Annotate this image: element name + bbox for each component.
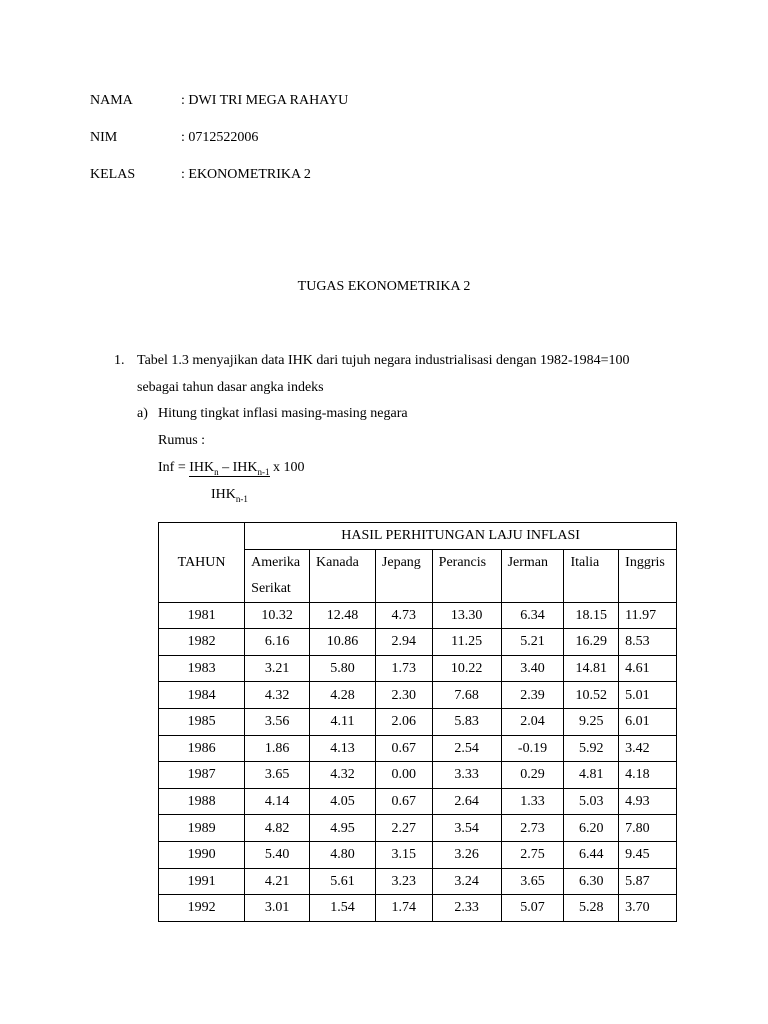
table-row bbox=[159, 602, 677, 629]
question-line-1: Tabel 1.3 menyajikan data IHK dari tujuh negara industrialisasi dengan 1982-1984=100 bbox=[137, 353, 630, 368]
value-cell: 0.29 bbox=[501, 762, 564, 789]
table-row bbox=[159, 682, 677, 709]
value-cell: 6.34 bbox=[501, 602, 564, 629]
value-cell: 3.33 bbox=[432, 762, 501, 789]
table-row bbox=[159, 788, 677, 815]
nim-label: NIM bbox=[90, 130, 118, 145]
value-cell: 6.01 bbox=[619, 708, 677, 735]
value-cell: 3.56 bbox=[245, 708, 310, 735]
table-row bbox=[159, 629, 677, 656]
value-cell: 3.15 bbox=[375, 841, 432, 868]
value-cell: 12.48 bbox=[310, 602, 376, 629]
value-cell: 6.20 bbox=[564, 815, 619, 842]
value-cell: 5.80 bbox=[310, 655, 376, 682]
year-cell: 1992 bbox=[159, 895, 245, 922]
table-row bbox=[159, 735, 677, 762]
formula-sub-n1: n-1 bbox=[257, 466, 270, 477]
year-cell: 1983 bbox=[159, 655, 245, 682]
country-header-perancis: Perancis bbox=[432, 549, 501, 602]
value-cell: 3.21 bbox=[245, 655, 310, 682]
value-cell: 2.04 bbox=[501, 708, 564, 735]
value-cell: 3.70 bbox=[619, 895, 677, 922]
value-cell: 1.74 bbox=[375, 895, 432, 922]
formula-den-sub: n-1 bbox=[235, 493, 248, 504]
value-cell: 6.44 bbox=[564, 841, 619, 868]
country-header-jepang: Jepang bbox=[375, 549, 432, 602]
value-cell: 5.92 bbox=[564, 735, 619, 762]
value-cell: 3.40 bbox=[501, 655, 564, 682]
value-cell: 5.87 bbox=[619, 868, 677, 895]
year-cell: 1989 bbox=[159, 815, 245, 842]
country-header-italia: Italia bbox=[564, 549, 619, 602]
value-cell: 3.01 bbox=[245, 895, 310, 922]
value-cell: 7.80 bbox=[619, 815, 677, 842]
value-cell: 4.80 bbox=[310, 841, 376, 868]
value-cell: 0.67 bbox=[375, 788, 432, 815]
value-cell: 1.86 bbox=[245, 735, 310, 762]
value-cell: 4.21 bbox=[245, 868, 310, 895]
value-cell: 5.40 bbox=[245, 841, 310, 868]
value-cell: 3.42 bbox=[619, 735, 677, 762]
value-cell: 11.97 bbox=[619, 602, 677, 629]
value-cell: 5.03 bbox=[564, 788, 619, 815]
value-cell: 4.05 bbox=[310, 788, 376, 815]
year-header-label: TAHUN bbox=[177, 554, 226, 570]
value-cell: 4.28 bbox=[310, 682, 376, 709]
value-cell: 6.16 bbox=[245, 629, 310, 656]
value-cell: 4.73 bbox=[375, 602, 432, 629]
value-cell: 4.82 bbox=[245, 815, 310, 842]
formula-ihk-n1: IHK bbox=[232, 460, 258, 475]
value-cell: 8.53 bbox=[619, 629, 677, 656]
sub-question-text: Hitung tingkat inflasi masing-masing negara bbox=[158, 406, 408, 421]
value-cell: 18.15 bbox=[564, 602, 619, 629]
country-header-inggris: Inggris bbox=[619, 549, 677, 602]
value-cell: 5.07 bbox=[501, 895, 564, 922]
value-cell: 2.33 bbox=[432, 895, 501, 922]
value-cell: 5.61 bbox=[310, 868, 376, 895]
value-cell: 2.64 bbox=[432, 788, 501, 815]
rumus-label: Rumus : bbox=[158, 433, 206, 448]
table-body bbox=[159, 602, 677, 921]
table-row bbox=[159, 841, 677, 868]
value-cell: 14.81 bbox=[564, 655, 619, 682]
year-header bbox=[159, 523, 245, 603]
inflation-table bbox=[158, 522, 677, 922]
table-row bbox=[159, 895, 677, 922]
value-cell: 3.26 bbox=[432, 841, 501, 868]
value-cell: 3.24 bbox=[432, 868, 501, 895]
formula-sub-n: n bbox=[214, 466, 219, 477]
country-header-amerika-line1: Amerika bbox=[251, 554, 301, 570]
question-number: 1. bbox=[114, 353, 125, 368]
formula-times: x 100 bbox=[269, 460, 305, 475]
year-cell: 1985 bbox=[159, 708, 245, 735]
value-cell: 0.67 bbox=[375, 735, 432, 762]
question-line-2: sebagai tahun dasar angka indeks bbox=[137, 380, 324, 395]
value-cell: 4.13 bbox=[310, 735, 376, 762]
value-cell: 3.65 bbox=[245, 762, 310, 789]
formula-prefix: Inf = bbox=[158, 460, 190, 475]
document-title: TUGAS EKONOMETRIKA 2 bbox=[297, 279, 471, 294]
value-cell: 4.32 bbox=[245, 682, 310, 709]
table-row bbox=[159, 815, 677, 842]
value-cell: 11.25 bbox=[432, 629, 501, 656]
value-cell: 1.73 bbox=[375, 655, 432, 682]
value-cell: 9.45 bbox=[619, 841, 677, 868]
value-cell: 3.23 bbox=[375, 868, 432, 895]
value-cell: 16.29 bbox=[564, 629, 619, 656]
table-title: HASIL PERHITUNGAN LAJU INFLASI bbox=[245, 523, 677, 550]
value-cell: 10.52 bbox=[564, 682, 619, 709]
value-cell: -0.19 bbox=[501, 735, 564, 762]
value-cell: 2.94 bbox=[375, 629, 432, 656]
year-cell: 1990 bbox=[159, 841, 245, 868]
value-cell: 5.21 bbox=[501, 629, 564, 656]
name-label: NAMA bbox=[90, 93, 133, 108]
value-cell: 4.18 bbox=[619, 762, 677, 789]
value-cell: 13.30 bbox=[432, 602, 501, 629]
formula-den-ihk: IHK bbox=[211, 487, 236, 502]
kelas-value: : EKONOMETRIKA 2 bbox=[181, 167, 311, 182]
country-header-jerman: Jerman bbox=[501, 549, 564, 602]
year-cell: 1991 bbox=[159, 868, 245, 895]
value-cell: 1.54 bbox=[310, 895, 376, 922]
value-cell: 10.86 bbox=[310, 629, 376, 656]
value-cell: 2.54 bbox=[432, 735, 501, 762]
year-cell: 1986 bbox=[159, 735, 245, 762]
value-cell: 4.14 bbox=[245, 788, 310, 815]
value-cell: 4.32 bbox=[310, 762, 376, 789]
value-cell: 7.68 bbox=[432, 682, 501, 709]
value-cell: 3.54 bbox=[432, 815, 501, 842]
year-cell: 1984 bbox=[159, 682, 245, 709]
value-cell: 5.01 bbox=[619, 682, 677, 709]
value-cell: 3.65 bbox=[501, 868, 564, 895]
value-cell: 0.00 bbox=[375, 762, 432, 789]
name-value: : DWI TRI MEGA RAHAYU bbox=[181, 93, 349, 108]
value-cell: 4.93 bbox=[619, 788, 677, 815]
value-cell: 5.83 bbox=[432, 708, 501, 735]
value-cell: 2.73 bbox=[501, 815, 564, 842]
table-row bbox=[159, 655, 677, 682]
value-cell: 1.33 bbox=[501, 788, 564, 815]
formula-minus: – bbox=[218, 460, 233, 475]
formula-ihk-n: IHK bbox=[189, 460, 215, 475]
year-cell: 1981 bbox=[159, 602, 245, 629]
table-row bbox=[159, 868, 677, 895]
kelas-label: KELAS bbox=[90, 167, 136, 182]
formula-numerator bbox=[158, 460, 305, 476]
value-cell: 10.32 bbox=[245, 602, 310, 629]
country-header-kanada: Kanada bbox=[310, 549, 376, 602]
year-cell: 1982 bbox=[159, 629, 245, 656]
formula-denominator bbox=[211, 487, 248, 503]
table-row bbox=[159, 762, 677, 789]
country-header-amerika-serikat bbox=[245, 549, 310, 602]
value-cell: 4.11 bbox=[310, 708, 376, 735]
nim-value: : 0712522006 bbox=[181, 130, 259, 145]
value-cell: 4.81 bbox=[564, 762, 619, 789]
formula-fraction-numerator bbox=[189, 460, 269, 477]
value-cell: 4.95 bbox=[310, 815, 376, 842]
value-cell: 6.30 bbox=[564, 868, 619, 895]
year-cell: 1988 bbox=[159, 788, 245, 815]
country-header-amerika-line2: Serikat bbox=[251, 580, 291, 596]
value-cell: 4.61 bbox=[619, 655, 677, 682]
year-cell: 1987 bbox=[159, 762, 245, 789]
value-cell: 2.27 bbox=[375, 815, 432, 842]
value-cell: 9.25 bbox=[564, 708, 619, 735]
sub-question-letter: a) bbox=[137, 406, 148, 421]
value-cell: 10.22 bbox=[432, 655, 501, 682]
value-cell: 2.75 bbox=[501, 841, 564, 868]
value-cell: 2.30 bbox=[375, 682, 432, 709]
value-cell: 2.39 bbox=[501, 682, 564, 709]
value-cell: 2.06 bbox=[375, 708, 432, 735]
table-row bbox=[159, 708, 677, 735]
value-cell: 5.28 bbox=[564, 895, 619, 922]
